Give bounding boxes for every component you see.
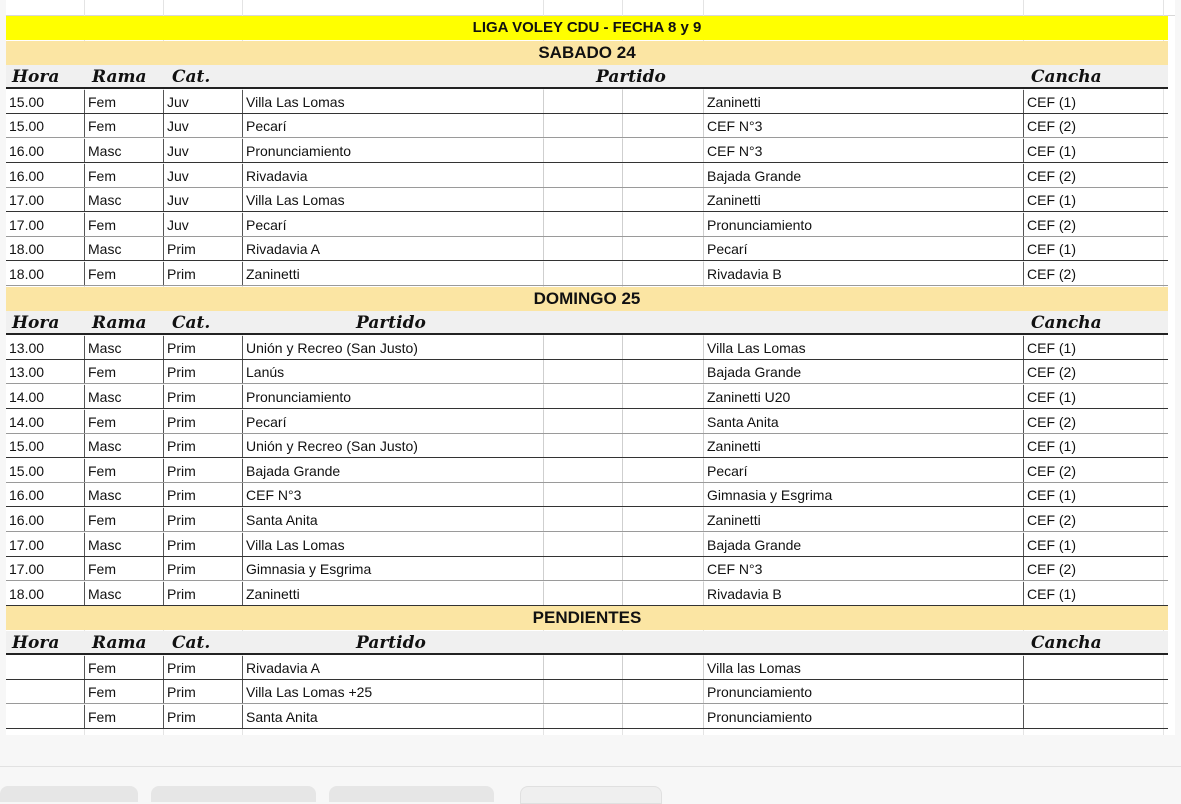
cell-cancha[interactable]: CEF (1) [1027,339,1076,356]
cell-cat[interactable]: Juv [167,167,189,184]
cell-cat[interactable]: Juv [167,93,189,110]
table-row [6,164,1168,188]
cell-cancha[interactable]: CEF (2) [1027,462,1076,479]
cell-cat[interactable]: Prim [167,536,196,553]
cell-local[interactable]: Bajada Grande [246,462,341,479]
day-banner [6,287,1168,311]
cell-cat[interactable]: Juv [167,216,189,233]
cell-divider [543,656,544,679]
cell-local[interactable]: Zaninetti [246,585,300,602]
table-row [6,90,1168,114]
cell-divider [543,90,544,113]
day-banner [6,41,1168,65]
cell-rama[interactable]: Fem [88,561,116,578]
header-rama: Rama [92,67,147,88]
cell-divider [543,360,544,383]
table-row [6,557,1168,581]
cell-visitante[interactable]: Pronunciamiento [707,216,813,233]
cell-rama[interactable]: Masc [88,192,122,209]
cell-local[interactable]: Unión y Recreo (San Justo) [246,438,418,455]
cell-hora[interactable] [6,680,84,703]
cell-cat[interactable]: Prim [167,413,196,430]
table-row [6,533,1168,557]
header-rama: Rama [92,313,147,334]
cell-hora[interactable]: 18.00 [9,241,45,258]
table-row [6,385,1168,409]
day-title: SABADO 24 [538,42,636,62]
day-title: PENDIENTES [532,608,642,628]
cell-hora[interactable]: 16.00 [9,512,45,528]
cell-rama[interactable]: Fem [88,266,116,282]
cell-cancha[interactable]: CEF (2) [1027,266,1076,282]
cell-divider [622,262,623,285]
table-row [6,434,1168,458]
table-row [6,508,1168,532]
cell-cancha[interactable]: CEF (2) [1027,118,1076,135]
cell-divider [622,385,623,408]
cell-rama[interactable]: Fem [88,93,116,110]
cell-cat[interactable]: Prim [167,364,196,381]
cell-divider [543,434,544,457]
cell-rama[interactable]: Masc [88,339,122,356]
cell-cancha[interactable] [1024,656,1164,679]
cell-rama[interactable]: Masc [88,536,122,553]
cell-cancha[interactable]: CEF (1) [1027,487,1076,504]
cell-divider [622,705,623,728]
cell-cat[interactable]: Prim [167,438,196,455]
cell-hora[interactable]: 15.00 [9,462,45,479]
cell-divider [622,680,623,703]
table-row [6,262,1168,286]
table-row [6,360,1168,384]
cell-cancha[interactable]: CEF (1) [1027,536,1076,553]
header-partido: Partido [356,633,426,653]
header-hora: Hora [12,67,60,88]
table-row [6,114,1168,138]
cell-visitante[interactable]: Zaninetti U20 [707,389,791,405]
cell-cancha[interactable]: CEF (1) [1027,192,1076,209]
cell-cancha[interactable]: CEF (1) [1027,143,1076,159]
cell-cat[interactable]: Prim [167,708,196,725]
table-row [6,213,1168,237]
header-cancha: Cancha [1031,633,1102,653]
cell-divider [622,410,623,433]
cell-cancha[interactable]: CEF (1) [1027,241,1076,258]
header-rama: Rama [92,633,147,653]
cell-local[interactable]: Pecarí [246,216,287,233]
cell-rama[interactable]: Masc [88,487,122,504]
cell-divider [622,360,623,383]
cell-hora[interactable]: 18.00 [9,585,45,602]
cell-cancha[interactable]: CEF (2) [1027,167,1076,184]
cell-divider [622,237,623,260]
cell-rama[interactable]: Fem [88,413,116,430]
cell-rama[interactable]: Fem [88,659,116,676]
cell-cat[interactable]: Prim [167,684,196,701]
cell-divider [543,139,544,162]
table-row [6,336,1168,360]
cell-local[interactable]: Villa Las Lomas +25 [246,684,373,701]
cell-divider [543,114,544,137]
header-partido: Partido [356,313,426,334]
cell-divider [543,483,544,506]
cell-rama[interactable]: Masc [88,585,122,602]
day-banner [6,606,1168,630]
cell-hora[interactable]: 14.00 [9,389,45,405]
cell-visitante[interactable]: CEF N°3 [707,561,763,578]
cell-cancha[interactable]: CEF (1) [1027,585,1076,602]
sheet-tab-4[interactable] [520,786,662,804]
cell-rama[interactable]: Fem [88,512,116,528]
cell-divider [543,188,544,211]
cell-rama[interactable]: Fem [88,364,116,381]
cell-divider [622,582,623,605]
cell-visitante[interactable]: Villa Las Lomas [707,339,806,356]
cell-divider [622,533,623,556]
cell-rama[interactable]: Fem [88,708,116,725]
column-header-row [6,65,1168,89]
header-cat: Cat. [172,633,211,653]
cell-visitante[interactable]: Pecarí [707,462,748,479]
cell-cat[interactable]: Prim [167,561,196,578]
cell-divider [543,336,544,359]
cell-rama[interactable]: Fem [88,462,116,479]
cell-visitante[interactable]: Zaninetti [707,438,761,455]
cell-local[interactable]: Villa Las Lomas [246,192,345,209]
table-row [6,582,1168,606]
cell-cat[interactable]: Prim [167,659,196,676]
cell-visitante[interactable]: Bajada Grande [707,167,802,184]
sheet-tab-3[interactable] [329,786,494,802]
cell-visitante[interactable]: Pronunciamiento [707,684,813,701]
cell-cancha[interactable]: CEF (2) [1027,512,1076,528]
cell-divider [543,262,544,285]
cell-rama[interactable]: Fem [88,167,116,184]
header-hora: Hora [12,633,60,653]
cell-visitante[interactable]: Pronunciamiento [707,708,813,725]
column-header-row [6,631,1168,655]
header-partido: Partido [596,67,666,88]
table-row [6,410,1168,434]
sheet-title: LIGA VOLEY CDU - FECHA 8 y 9 [472,19,702,36]
column-header-row [6,311,1168,335]
cell-cancha[interactable]: CEF (2) [1027,216,1076,233]
cell-cancha[interactable]: CEF (1) [1027,389,1076,405]
cell-visitante[interactable]: Gimnasia y Esgrima [707,487,833,504]
table-row [6,459,1168,483]
cell-local[interactable]: Rivadavia A [246,241,320,258]
cell-hora[interactable]: 18.00 [9,266,45,282]
cell-cat[interactable]: Prim [167,585,196,602]
cell-divider [543,705,544,728]
cell-divider [543,237,544,260]
cell-hora[interactable]: 13.00 [9,364,45,381]
cell-divider [622,114,623,137]
cell-visitante[interactable]: Villa las Lomas [707,659,801,676]
spreadsheet [6,0,1175,735]
cell-visitante[interactable]: Bajada Grande [707,536,802,553]
cell-divider [622,139,623,162]
cell-divider [622,656,623,679]
cell-divider [543,533,544,556]
cell-cat[interactable]: Juv [167,192,189,209]
cell-cancha[interactable]: CEF (2) [1027,561,1076,578]
cell-cat[interactable]: Prim [167,241,196,258]
sheet-title-row [6,16,1168,40]
cell-cat[interactable]: Juv [167,118,189,135]
cell-cancha[interactable] [1024,705,1164,728]
cell-divider [543,508,544,531]
header-cancha: Cancha [1031,313,1102,334]
cell-hora[interactable] [6,705,84,728]
cell-local[interactable]: CEF N°3 [246,487,302,504]
cell-hora[interactable]: 15.00 [9,93,45,110]
cell-divider [622,557,623,580]
cell-divider [622,164,623,187]
cell-divider [622,508,623,531]
cell-cancha[interactable]: CEF (2) [1027,364,1076,381]
cell-local[interactable]: Santa Anita [246,708,318,725]
cell-visitante[interactable]: Zaninetti [707,512,761,528]
cell-divider [543,557,544,580]
cell-divider [543,213,544,236]
cell-visitante[interactable]: Zaninetti [707,93,761,110]
cell-divider [622,483,623,506]
cell-visitante[interactable]: Bajada Grande [707,364,802,381]
cell-cancha[interactable]: CEF (1) [1027,438,1076,455]
cell-local[interactable]: Pecarí [246,118,287,135]
table-row [6,237,1168,261]
sheet-tab-1[interactable] [0,786,138,802]
header-cat: Cat. [172,313,211,334]
cell-rama[interactable]: Masc [88,241,122,258]
cell-divider [543,164,544,187]
header-hora: Hora [12,313,60,334]
cell-visitante[interactable]: Zaninetti [707,192,761,209]
cell-divider [543,582,544,605]
sheet-bottom-rule [0,766,1181,767]
cell-rama[interactable]: Masc [88,143,122,159]
header-cancha: Cancha [1031,67,1102,88]
cell-cat[interactable]: Prim [167,462,196,479]
cell-rama[interactable]: Masc [88,438,122,455]
table-row [6,139,1168,163]
cell-rama[interactable]: Fem [88,216,116,233]
cell-hora[interactable]: 17.00 [9,561,45,578]
cell-visitante[interactable]: Rivadavia B [707,585,782,602]
cell-local[interactable]: Santa Anita [246,512,318,528]
cell-local[interactable]: Unión y Recreo (San Justo) [246,339,418,356]
cell-local[interactable]: Pronunciamiento [246,143,352,159]
cell-cancha[interactable] [1024,680,1164,703]
cell-hora[interactable]: 17.00 [9,216,45,233]
table-row [6,680,1168,704]
cell-hora[interactable]: 16.00 [9,143,45,159]
cell-rama[interactable]: Fem [88,684,116,701]
cell-cancha[interactable]: CEF (1) [1027,93,1076,110]
cell-hora[interactable]: 15.00 [9,438,45,455]
cell-hora[interactable]: 16.00 [9,487,45,504]
cell-divider [543,459,544,482]
cell-cat[interactable]: Prim [167,339,196,356]
cell-hora[interactable] [6,656,84,679]
cell-divider [622,434,623,457]
cell-cat[interactable]: Prim [167,512,196,528]
sheet-tab-2[interactable] [151,786,316,802]
cell-divider [543,410,544,433]
cell-divider [622,213,623,236]
cell-hora[interactable]: 14.00 [9,413,45,430]
cell-visitante[interactable]: CEF N°3 [707,118,763,135]
table-row [6,188,1168,212]
table-row [6,656,1168,680]
cell-hora[interactable]: 16.00 [9,167,45,184]
cell-divider [622,459,623,482]
cell-divider [622,188,623,211]
cell-local[interactable]: Pronunciamiento [246,389,352,405]
cell-local[interactable]: Villa Las Lomas [246,93,345,110]
cell-rama[interactable]: Masc [88,389,122,405]
header-cat: Cat. [172,67,211,88]
cell-cat[interactable]: Prim [167,487,196,504]
cell-divider [622,336,623,359]
cell-hora[interactable]: 13.00 [9,339,45,356]
cell-visitante[interactable]: Pecarí [707,241,748,258]
cell-divider [622,90,623,113]
table-row [6,483,1168,507]
cell-visitante[interactable]: Rivadavia B [707,266,782,282]
cell-cat[interactable]: Juv [167,143,189,159]
cell-hora[interactable]: 15.00 [9,118,45,135]
cell-local[interactable]: Rivadavia [246,167,308,184]
cell-divider [543,385,544,408]
cell-divider [543,680,544,703]
cell-rama[interactable]: Fem [88,118,116,135]
cell-visitante[interactable]: CEF N°3 [707,143,763,159]
cell-cat[interactable]: Prim [167,266,196,282]
cell-cancha[interactable]: CEF (2) [1027,413,1076,430]
cell-visitante[interactable]: Santa Anita [707,413,779,430]
cell-hora[interactable]: 17.00 [9,192,45,209]
cell-local[interactable]: Villa Las Lomas [246,536,345,553]
cell-cat[interactable]: Prim [167,389,196,405]
cell-hora[interactable]: 17.00 [9,536,45,553]
cell-local[interactable]: Zaninetti [246,266,300,282]
cell-local[interactable]: Pecarí [246,413,287,430]
table-row [6,705,1168,729]
cell-local[interactable]: Lanús [246,364,285,381]
cell-local[interactable]: Gimnasia y Esgrima [246,561,372,578]
cell-local[interactable]: Rivadavia A [246,659,320,676]
day-title: DOMINGO 25 [533,288,641,308]
